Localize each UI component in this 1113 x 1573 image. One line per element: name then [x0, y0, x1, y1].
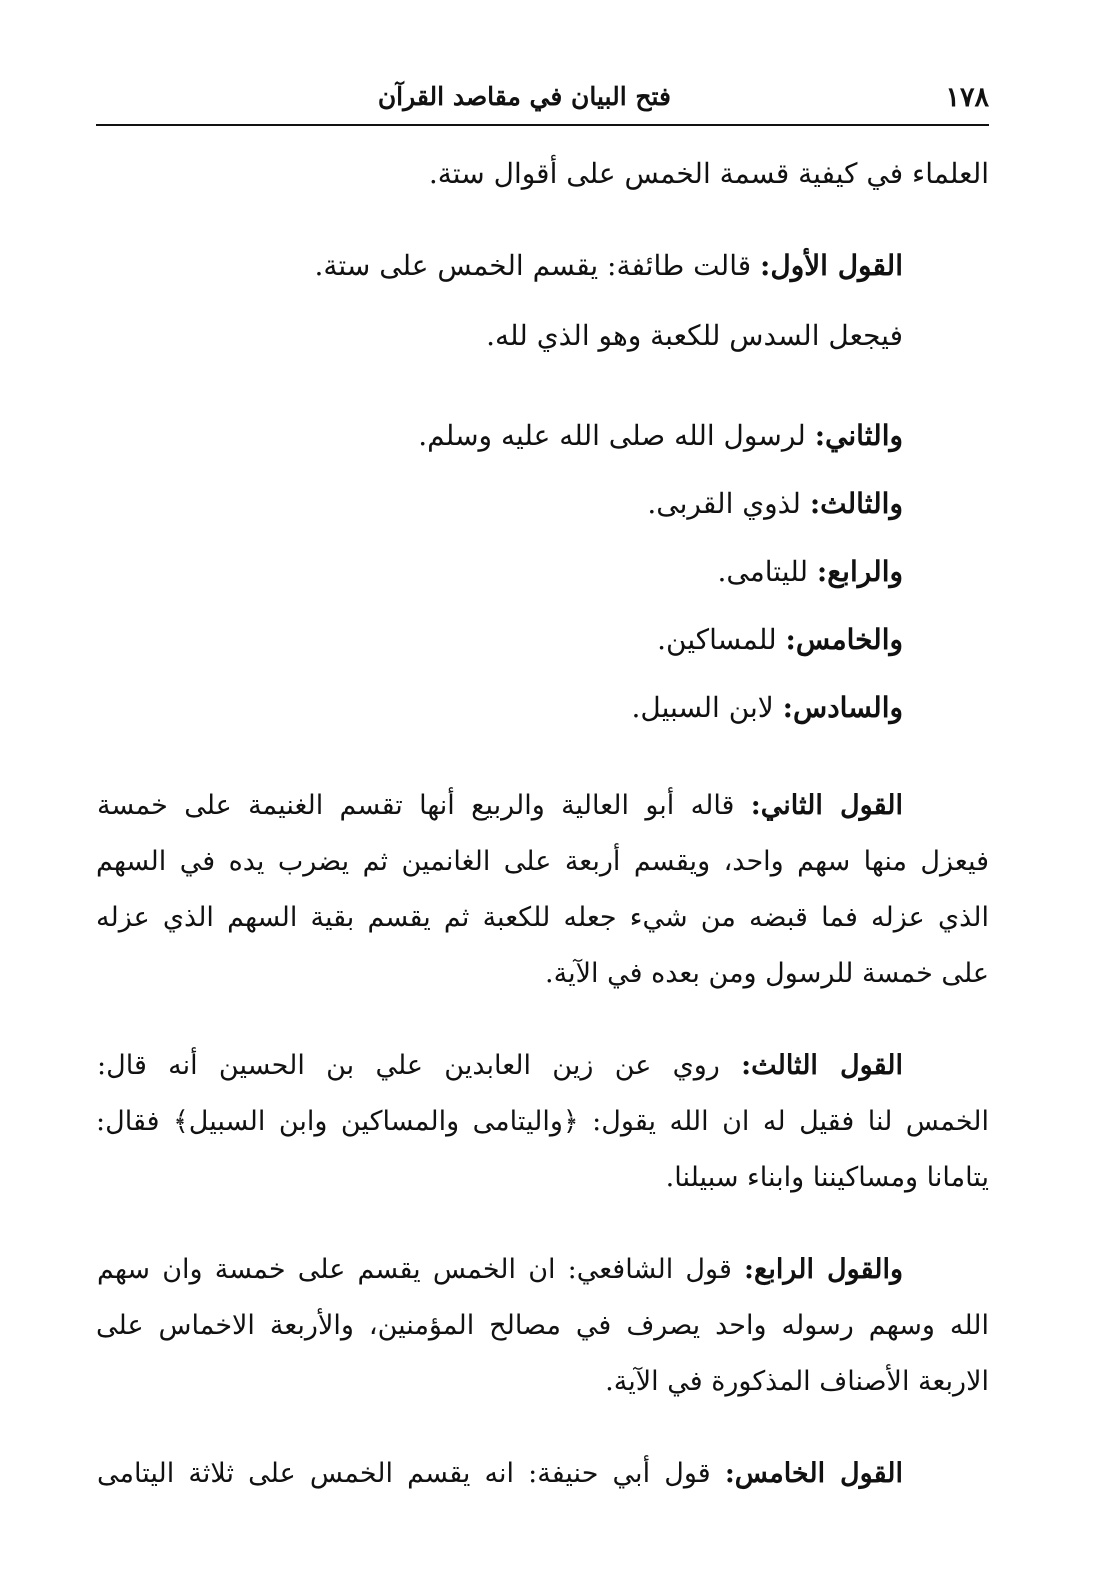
share-text: لذوي القربى.: [647, 487, 810, 520]
third-opinion-label: القول الثالث:: [741, 1050, 903, 1081]
first-opinion-text: قالت طائفة: يقسم الخمس على ستة.: [314, 249, 761, 282]
fourth-opinion-line: الاربعة الأصناف المذكورة في الآية.: [605, 1366, 989, 1397]
second-opinion-line: الذي عزله فما قبضه من شيء جعله للكعبة ثم يقسم بقية السهم الذي عزله: [96, 902, 989, 933]
share-text: لابن السبيل.: [631, 691, 783, 724]
share-text: لليتامى.: [717, 555, 817, 588]
share-item: [657, 623, 903, 656]
share-label: والثالث:: [809, 487, 903, 520]
page-number: ١٧٨: [945, 82, 989, 113]
second-opinion-line: فيعزل منها سهم واحد، ويقسم أربعة على الغانمين ثم يضرب يده في السهم: [96, 846, 989, 877]
fifth-opinion-line: [97, 1458, 903, 1489]
fourth-opinion-text: قول الشافعي: ان الخمس يقسم على خمسة وان سهم: [97, 1254, 745, 1285]
share-label: والرابع:: [816, 555, 903, 588]
share-label: والثاني:: [814, 419, 903, 452]
first-opinion-line-2: فيجعل السدس للكعبة وهو الذي لله.: [486, 319, 903, 352]
running-title: فتح البيان في مقاصد القرآن: [377, 82, 671, 111]
fourth-opinion-label: والقول الرابع:: [744, 1254, 903, 1285]
intro-line: العلماء في كيفية قسمة الخمس على أقوال ستة.: [428, 157, 989, 190]
fourth-opinion-line: [97, 1254, 903, 1285]
fifth-opinion-text: قول أبي حنيفة: انه يقسم الخمس على ثلاثة اليتامى: [97, 1458, 725, 1489]
first-opinion-line: [314, 249, 903, 282]
third-opinion-line: [97, 1050, 903, 1081]
third-opinion-line: يتامانا ومساكيننا وابناء سبيلنا.: [665, 1162, 989, 1193]
page-header: [96, 82, 989, 122]
share-text: لرسول الله صلى الله عليه وسلم.: [418, 419, 815, 452]
second-opinion-text: قاله أبو العالية والربيع أنها تقسم الغنيمة على خمسة: [97, 790, 751, 821]
share-item: [647, 487, 903, 520]
fifth-opinion-label: القول الخامس:: [724, 1458, 903, 1489]
second-opinion-line: [97, 790, 903, 821]
first-opinion-label: القول الأول:: [760, 249, 903, 282]
fourth-opinion-line: الله وسهم رسوله واحد يصرف في مصالح المؤمنين، والأربعة الاخماس على: [96, 1310, 989, 1341]
share-item: [418, 419, 903, 452]
header-divider: [96, 124, 989, 126]
share-text: للمساكين.: [657, 623, 786, 656]
share-label: والسادس:: [782, 691, 903, 724]
share-item: [717, 555, 903, 588]
third-opinion-text: روي عن زين العابدين علي بن الحسين أنه قال:: [97, 1050, 742, 1081]
third-opinion-line: الخمس لنا فقيل له ان الله يقول: ﴿واليتامى والمساكين وابن السبيل﴾ فقال:: [96, 1106, 989, 1137]
share-label: والخامس:: [785, 623, 903, 656]
share-item: [631, 691, 904, 724]
second-opinion-line: على خمسة للرسول ومن بعده في الآية.: [545, 958, 989, 989]
second-opinion-label: القول الثاني:: [750, 790, 903, 821]
